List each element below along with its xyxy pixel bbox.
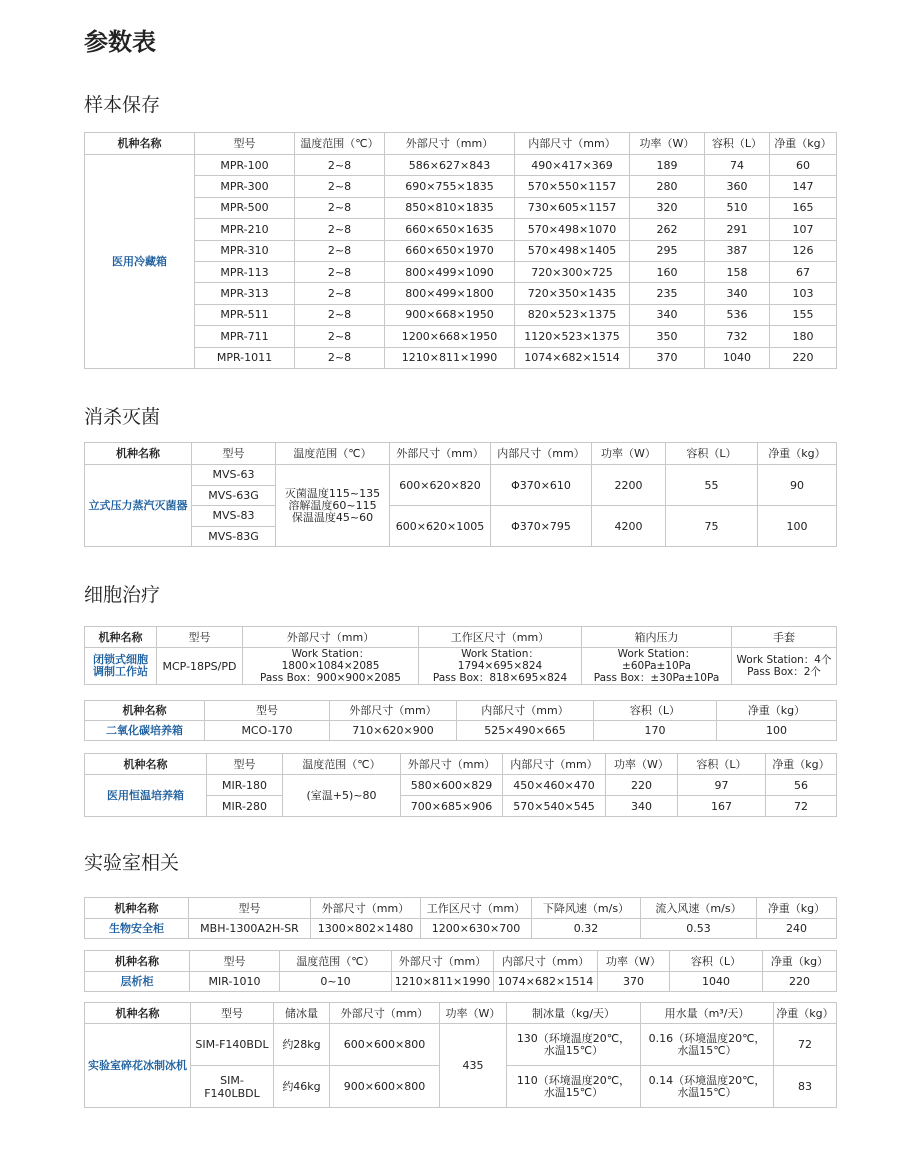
table-cell: 340 <box>705 283 770 304</box>
table-cell: 1210×811×1990 <box>385 347 515 368</box>
table-row <box>85 155 837 176</box>
cell-line: 110（环境温度20℃， <box>516 1073 631 1087</box>
table-cell: 660×650×1635 <box>385 219 515 240</box>
cell-line: 0.16（环境温度20℃， <box>648 1031 766 1045</box>
model-cell: MPR-210 <box>195 219 295 240</box>
table-cell: 600×620×1005 <box>390 506 491 547</box>
table-ice-maker <box>84 1002 837 1108</box>
table-cell <box>507 1024 641 1066</box>
table-cell: 580×600×829 <box>401 775 503 796</box>
table-cell: 1300×802×1480 <box>311 919 421 939</box>
header-cell: 机种名称 <box>85 898 189 919</box>
table-cell: 510 <box>705 197 770 218</box>
table-cell: 291 <box>705 219 770 240</box>
model-cell: MPR-313 <box>195 283 295 304</box>
table-cell: 370 <box>598 972 670 992</box>
header-cell: 型号 <box>195 133 295 155</box>
table-cell-workstation <box>84 626 837 685</box>
header-cell: 机种名称 <box>85 754 207 775</box>
model-cell: MPR-300 <box>195 176 295 197</box>
table-row <box>85 240 837 261</box>
header-cell: 外部尺寸（mm） <box>392 951 494 972</box>
table-cell: 850×810×1835 <box>385 197 515 218</box>
table-cell: 450×460×470 <box>503 775 606 796</box>
model-cell: MPR-1011 <box>195 347 295 368</box>
table-cell: 155 <box>770 304 837 325</box>
table-cell: 170 <box>594 721 717 741</box>
table-cell: 103 <box>770 283 837 304</box>
model-cell: MVS-83 <box>192 506 276 527</box>
cell-line: Pass Box：818×695×824 <box>432 672 568 684</box>
model-cell: MIR-1010 <box>190 972 280 992</box>
header-cell: 净重（kg） <box>763 951 837 972</box>
category-cell: 二氧化碳培养箱 <box>85 721 205 741</box>
table-cell: 720×350×1435 <box>515 283 630 304</box>
table-cell: 220 <box>763 972 837 992</box>
model-cell: MCP-18PS/PD <box>157 648 243 685</box>
model-cell: MCO-170 <box>205 721 330 741</box>
table-cell: 900×600×800 <box>330 1066 440 1108</box>
table-cell: 165 <box>770 197 837 218</box>
cell-line: Pass Box：±30Pa±10Pa <box>593 672 720 684</box>
header-cell: 功率（W） <box>606 754 678 775</box>
model-cell: MIR-180 <box>207 775 283 796</box>
table-cell <box>582 648 732 685</box>
power-cell: 435 <box>440 1024 507 1108</box>
table-cell: 167 <box>678 796 766 817</box>
header-cell: 外部尺寸（mm） <box>385 133 515 155</box>
header-cell: 机种名称 <box>85 701 205 721</box>
model-cell: MVS-83G <box>192 526 276 547</box>
header-cell: 功率（W） <box>592 443 666 465</box>
header-cell: 工作区尺寸（mm） <box>419 627 582 648</box>
table-cell: 570×550×1157 <box>515 176 630 197</box>
table-cell: 490×417×369 <box>515 155 630 176</box>
table-cell: 74 <box>705 155 770 176</box>
table-cell: 1200×668×1950 <box>385 326 515 347</box>
table-cell: 710×620×900 <box>330 721 457 741</box>
table-cell: 约46kg <box>274 1066 330 1108</box>
header-cell: 内部尺寸（mm） <box>457 701 594 721</box>
table-row <box>85 775 837 796</box>
table-cell: 900×668×1950 <box>385 304 515 325</box>
table-cell <box>507 1066 641 1108</box>
table-cell: 0~10 <box>280 972 392 992</box>
model-cell: MIR-280 <box>207 796 283 817</box>
table-cell: 1210×811×1990 <box>392 972 494 992</box>
table-cell: 1040 <box>670 972 763 992</box>
category-cell: 立式压力蒸汽灭菌器 <box>85 465 192 547</box>
table-cell: Φ370×795 <box>491 506 592 547</box>
table-cell: 55 <box>666 465 758 506</box>
category-cell: 医用恒温培养箱 <box>85 775 207 817</box>
section-title-cell-therapy: 细胞治疗 <box>84 584 161 606</box>
table-chromatography-cabinet <box>84 950 837 992</box>
table-cell: 1120×523×1375 <box>515 326 630 347</box>
table-sample-storage <box>84 132 837 369</box>
table-cell <box>732 648 837 685</box>
header-cell: 净重（kg） <box>717 701 837 721</box>
table-row <box>85 283 837 304</box>
table-cell: 180 <box>770 326 837 347</box>
table-cell: 586×627×843 <box>385 155 515 176</box>
header-cell: 工作区尺寸（mm） <box>421 898 532 919</box>
table-cell: 525×490×665 <box>457 721 594 741</box>
header-cell: 净重（kg） <box>770 133 837 155</box>
table-header-row <box>85 627 837 648</box>
header-cell: 容积（L） <box>594 701 717 721</box>
table-cell: 660×650×1970 <box>385 240 515 261</box>
table-cell: 1200×630×700 <box>421 919 532 939</box>
table-cell: 720×300×725 <box>515 261 630 282</box>
table-cell: 570×498×1070 <box>515 219 630 240</box>
table-cell: 60 <box>770 155 837 176</box>
category-line: 调制工作站 <box>93 665 148 678</box>
table-cell: 100 <box>758 506 837 547</box>
table-cell: 126 <box>770 240 837 261</box>
cell-line: 水温15℃） <box>677 1043 737 1057</box>
table-cell: 2~8 <box>295 283 385 304</box>
table-cell: 235 <box>630 283 705 304</box>
header-cell: 温度范围（℃） <box>283 754 401 775</box>
header-cell: 内部尺寸（mm） <box>491 443 592 465</box>
table-biosafety-cabinet <box>84 897 837 939</box>
table-cell: 340 <box>630 304 705 325</box>
cell-line: Work Station：±60Pa±10Pa <box>617 648 696 672</box>
table-row <box>85 304 837 325</box>
table-cell <box>243 648 419 685</box>
table-row <box>85 506 837 527</box>
header-cell: 机种名称 <box>85 951 190 972</box>
table-cell: 820×523×1375 <box>515 304 630 325</box>
table-header-row <box>85 754 837 775</box>
table-cell: 0.32 <box>532 919 641 939</box>
header-cell: 型号 <box>192 443 276 465</box>
header-cell: 内部尺寸（mm） <box>494 951 598 972</box>
model-cell: MBH-1300A2H-SR <box>189 919 311 939</box>
table-cell: 约28kg <box>274 1024 330 1066</box>
table-header-row <box>85 898 837 919</box>
header-cell: 容积（L） <box>705 133 770 155</box>
table-cell: 262 <box>630 219 705 240</box>
table-cell <box>419 648 582 685</box>
table-header-row <box>85 701 837 721</box>
header-cell: 内部尺寸（mm） <box>515 133 630 155</box>
table-header-row <box>85 133 837 155</box>
header-cell: 箱内压力 <box>582 627 732 648</box>
cell-line: Work Station：1794×695×824 <box>457 648 543 672</box>
header-cell: 外部尺寸（mm） <box>401 754 503 775</box>
table-cell: 56 <box>766 775 837 796</box>
table-cell: 280 <box>630 176 705 197</box>
cell-line: 水温15℃） <box>543 1043 604 1057</box>
model-cell: MPR-500 <box>195 197 295 218</box>
table-cell: 2~8 <box>295 176 385 197</box>
table-cell: 220 <box>770 347 837 368</box>
table-cell: 67 <box>770 261 837 282</box>
header-cell: 机种名称 <box>85 133 195 155</box>
category-line: 闭锁式细胞 <box>93 653 148 666</box>
table-row <box>85 1024 837 1066</box>
table-cell: 295 <box>630 240 705 261</box>
table-cell: 2~8 <box>295 261 385 282</box>
section-title-sterilization: 消杀灭菌 <box>84 406 161 428</box>
page-title: 参数表 <box>84 28 156 56</box>
table-row <box>85 326 837 347</box>
table-cell: Φ370×610 <box>491 465 592 506</box>
cell-line: 水温15℃） <box>677 1085 737 1099</box>
table-cell: 2~8 <box>295 155 385 176</box>
header-cell: 型号 <box>205 701 330 721</box>
header-cell: 净重（kg） <box>757 898 837 919</box>
table-cell: 320 <box>630 197 705 218</box>
table-cell: 83 <box>774 1066 837 1108</box>
table-cell: 732 <box>705 326 770 347</box>
category-cell: 生物安全柜 <box>85 919 189 939</box>
header-cell: 外部尺寸（mm） <box>330 1003 440 1024</box>
table-cell: 189 <box>630 155 705 176</box>
table-cell: 360 <box>705 176 770 197</box>
header-cell: 净重（kg） <box>766 754 837 775</box>
table-cell: 730×605×1157 <box>515 197 630 218</box>
section-title-sample-storage: 样本保存 <box>84 94 161 116</box>
table-cell: 387 <box>705 240 770 261</box>
table-cell: 536 <box>705 304 770 325</box>
model-cell: MVS-63G <box>192 485 276 506</box>
header-cell: 用水量（m³/天） <box>641 1003 774 1024</box>
table-cell: 220 <box>606 775 678 796</box>
table-cell: 72 <box>774 1024 837 1066</box>
header-cell: 流入风速（m/s） <box>641 898 757 919</box>
header-cell: 温度范围（℃） <box>280 951 392 972</box>
table-cell: 570×540×545 <box>503 796 606 817</box>
model-cell: MVS-63 <box>192 465 276 486</box>
table-cell: 690×755×1835 <box>385 176 515 197</box>
table-cell: 2~8 <box>295 197 385 218</box>
temp-range-cell <box>276 465 390 547</box>
header-cell: 净重（kg） <box>758 443 837 465</box>
table-cell: 2~8 <box>295 304 385 325</box>
table-cell: 240 <box>757 919 837 939</box>
table-cell <box>641 1024 774 1066</box>
table-cell: 75 <box>666 506 758 547</box>
temp-line: 保温温度45~60 <box>291 510 374 524</box>
cell-line: Pass Box：2个 <box>747 666 821 678</box>
header-cell: 功率（W） <box>598 951 670 972</box>
table-header-row <box>85 443 837 465</box>
header-cell: 型号 <box>191 1003 274 1024</box>
header-cell: 内部尺寸（mm） <box>503 754 606 775</box>
cell-line: 水温15℃） <box>543 1085 604 1099</box>
table-row <box>85 919 837 939</box>
category-cell <box>85 648 157 685</box>
table-cell: 147 <box>770 176 837 197</box>
table-cell: 2~8 <box>295 347 385 368</box>
model-cell: MPR-113 <box>195 261 295 282</box>
table-header-row <box>85 1003 837 1024</box>
category-cell: 医用冷藏箱 <box>85 155 195 369</box>
section-title-laboratory: 实验室相关 <box>84 852 180 874</box>
cell-line: Work Station：1800×1084×2085 <box>281 648 380 672</box>
header-cell: 温度范围（℃） <box>295 133 385 155</box>
table-constant-temp-incubator <box>84 753 837 817</box>
model-cell: MPR-310 <box>195 240 295 261</box>
header-cell: 型号 <box>190 951 280 972</box>
category-cell: 层析柜 <box>85 972 190 992</box>
header-cell: 型号 <box>157 627 243 648</box>
table-row <box>85 465 837 486</box>
table-sterilization <box>84 442 837 547</box>
table-cell: 600×600×800 <box>330 1024 440 1066</box>
table-row <box>85 347 837 368</box>
table-cell: 800×499×1090 <box>385 261 515 282</box>
cell-line: Pass Box：900×900×2085 <box>260 672 401 684</box>
header-cell: 制冰量（kg/天） <box>507 1003 641 1024</box>
table-row <box>85 197 837 218</box>
header-cell: 储冰量 <box>274 1003 330 1024</box>
header-cell: 机种名称 <box>85 443 192 465</box>
table-cell: 1074×682×1514 <box>494 972 598 992</box>
temp-line: 灭菌温度115~135 <box>284 486 381 500</box>
header-cell: 温度范围（℃） <box>276 443 390 465</box>
header-cell: 净重（kg） <box>774 1003 837 1024</box>
model-cell: SIM-F140LBDL <box>191 1066 274 1108</box>
header-cell: 外部尺寸（mm） <box>390 443 491 465</box>
table-cell: 107 <box>770 219 837 240</box>
table-row <box>85 176 837 197</box>
table-header-row <box>85 951 837 972</box>
table-cell: 340 <box>606 796 678 817</box>
table-cell: 350 <box>630 326 705 347</box>
temp-line: 溶解温度60~115 <box>288 498 377 512</box>
table-cell <box>641 1066 774 1108</box>
table-cell: 0.53 <box>641 919 757 939</box>
header-cell: 容积（L） <box>678 754 766 775</box>
temp-range-cell: (室温+5)~80 <box>283 775 401 817</box>
model-cell: MPR-100 <box>195 155 295 176</box>
table-cell: 2~8 <box>295 240 385 261</box>
table-cell: 2~8 <box>295 219 385 240</box>
table-cell: 100 <box>717 721 837 741</box>
table-row <box>85 972 837 992</box>
header-cell: 功率（W） <box>630 133 705 155</box>
header-cell: 外部尺寸（mm） <box>330 701 457 721</box>
cell-line: Work Station：4个 <box>736 654 832 666</box>
table-cell: 600×620×820 <box>390 465 491 506</box>
header-cell: 下降风速（m/s） <box>532 898 641 919</box>
header-cell: 手套 <box>732 627 837 648</box>
table-row <box>85 721 837 741</box>
category-cell: 实验室碎花冰制冰机 <box>85 1024 191 1108</box>
table-row <box>85 648 837 685</box>
table-row <box>85 261 837 282</box>
table-cell: 570×498×1405 <box>515 240 630 261</box>
table-cell: 158 <box>705 261 770 282</box>
header-cell: 型号 <box>189 898 311 919</box>
cell-line: 130（环境温度20℃， <box>516 1031 631 1045</box>
table-cell: 370 <box>630 347 705 368</box>
header-cell: 容积（L） <box>666 443 758 465</box>
table-cell: 1040 <box>705 347 770 368</box>
cell-line: 0.14（环境温度20℃， <box>648 1073 766 1087</box>
header-cell: 外部尺寸（mm） <box>311 898 421 919</box>
table-cell: 160 <box>630 261 705 282</box>
header-cell: 容积（L） <box>670 951 763 972</box>
table-cell: 2~8 <box>295 326 385 347</box>
model-cell: MPR-511 <box>195 304 295 325</box>
header-cell: 机种名称 <box>85 1003 191 1024</box>
table-cell: 2200 <box>592 465 666 506</box>
table-cell: 97 <box>678 775 766 796</box>
table-cell: 1074×682×1514 <box>515 347 630 368</box>
table-co2-incubator <box>84 700 837 741</box>
table-cell: 90 <box>758 465 837 506</box>
table-row <box>85 219 837 240</box>
header-cell: 功率（W） <box>440 1003 507 1024</box>
header-cell: 机种名称 <box>85 627 157 648</box>
table-cell: 72 <box>766 796 837 817</box>
model-cell: MPR-711 <box>195 326 295 347</box>
header-cell: 外部尺寸（mm） <box>243 627 419 648</box>
header-cell: 型号 <box>207 754 283 775</box>
table-cell: 700×685×906 <box>401 796 503 817</box>
model-cell: SIM-F140BDL <box>191 1024 274 1066</box>
table-cell: 800×499×1800 <box>385 283 515 304</box>
table-cell: 4200 <box>592 506 666 547</box>
